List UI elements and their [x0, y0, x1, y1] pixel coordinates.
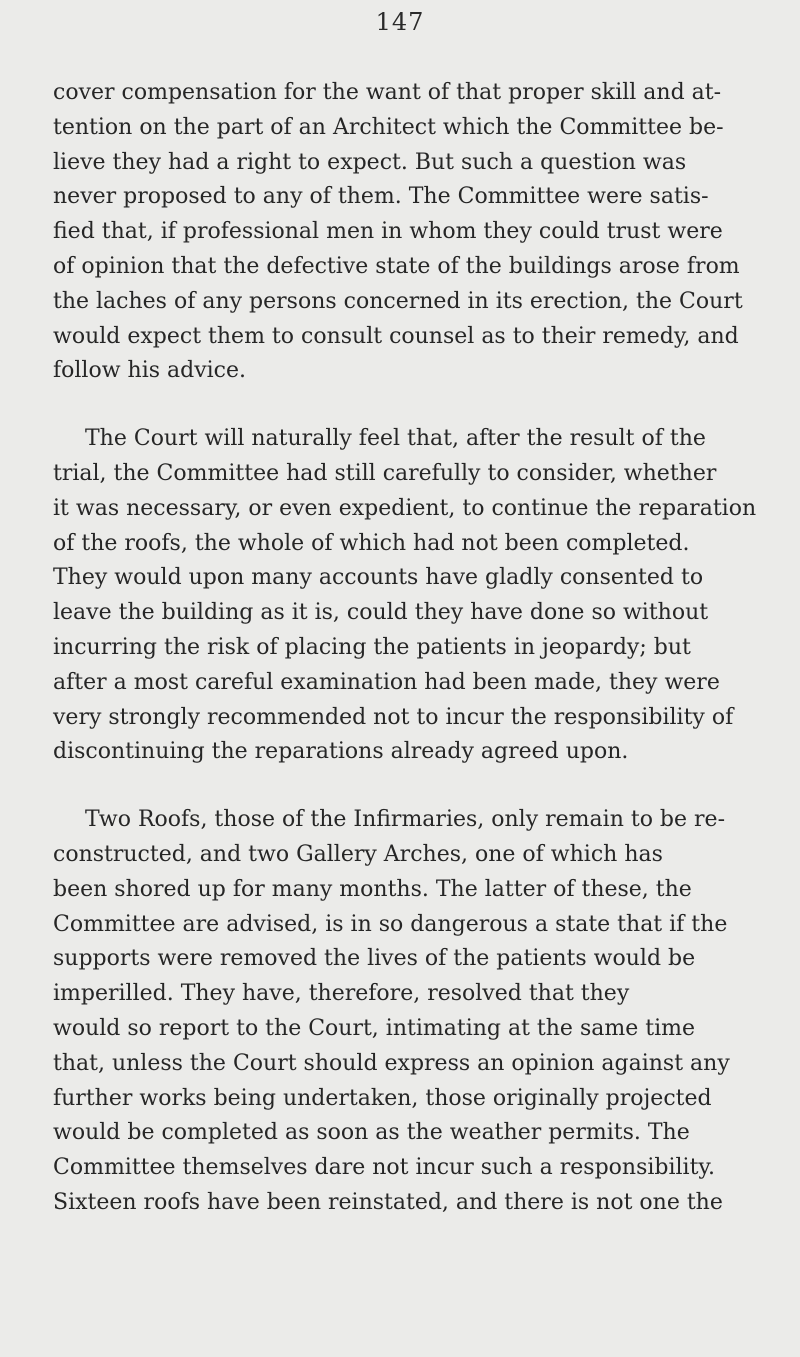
text-line: would be completed as soon as the weather permits. The [53, 1120, 690, 1146]
text-line: supports were removed the lives of the patients would be [53, 946, 696, 972]
text-line: been shored up for many months. The latter of these, the [53, 876, 692, 902]
text-line: it was necessary, or even expedient, to continue the reparation [53, 495, 757, 521]
text-line: fied that, if professional men in whom they could trust were [53, 219, 723, 245]
text-line: incurring the risk of placing the patients in jeopardy; but [53, 634, 691, 660]
text-line: discontinuing the reparations already agreed upon. [53, 739, 629, 765]
text-line: The Court will naturally feel that, after the result of the [85, 426, 706, 452]
text-line: would so report to the Court, intimating at the same time [53, 1015, 695, 1041]
text-line: Two Roofs, those of the Infirmaries, only remain to be re- [85, 807, 725, 833]
page-number: 147 [375, 8, 425, 36]
body-text [53, 76, 757, 1221]
text-line: that, unless the Court should express an opinion against any [53, 1050, 730, 1076]
text-line: of opinion that the defective state of the buildings arose from [53, 253, 740, 279]
text-line: constructed, and two Gallery Arches, one of which has [53, 841, 663, 867]
text-line: cover compensation for the want of that proper skill and at- [53, 80, 722, 105]
text-line: trial, the Committee had still carefully to consider, whether [53, 460, 717, 486]
text-line: after a most careful examination had been made, they were [53, 669, 720, 695]
text-line: lieve they had a right to expect. But such a question was [53, 149, 687, 175]
text-line: They would upon many accounts have gladly consented to [53, 565, 704, 591]
text-line: would expect them to consult counsel as to their remedy, and [53, 323, 739, 349]
text-line: imperilled. They have, therefore, resolved that they [53, 981, 630, 1007]
text-line: follow his advice. [53, 358, 247, 384]
text-line: tention on the part of an Architect which the Committee be- [53, 114, 724, 140]
text-line: leave the building as it is, could they have done so without [53, 600, 709, 626]
text-line: Committee are advised, is in so dangerous a state that if the [53, 911, 728, 937]
text-line: very strongly recommended not to incur the responsibility of [53, 704, 734, 730]
paragraph-1 [53, 76, 743, 389]
paragraph-3 [53, 803, 743, 1221]
text-line: of the roofs, the whole of which had not been completed. [53, 530, 690, 556]
paragraph-2 [53, 422, 757, 770]
text-line: further works being undertaken, those originally projected [53, 1085, 712, 1111]
text-line: never proposed to any of them. The Committee were satis- [53, 184, 709, 210]
text-line: Committee themselves dare not incur such a responsibility. [53, 1155, 715, 1181]
text-line: the laches of any persons concerned in its erection, the Court [53, 288, 743, 314]
text-line: Sixteen roofs have been reinstated, and there is not one the [53, 1189, 723, 1215]
